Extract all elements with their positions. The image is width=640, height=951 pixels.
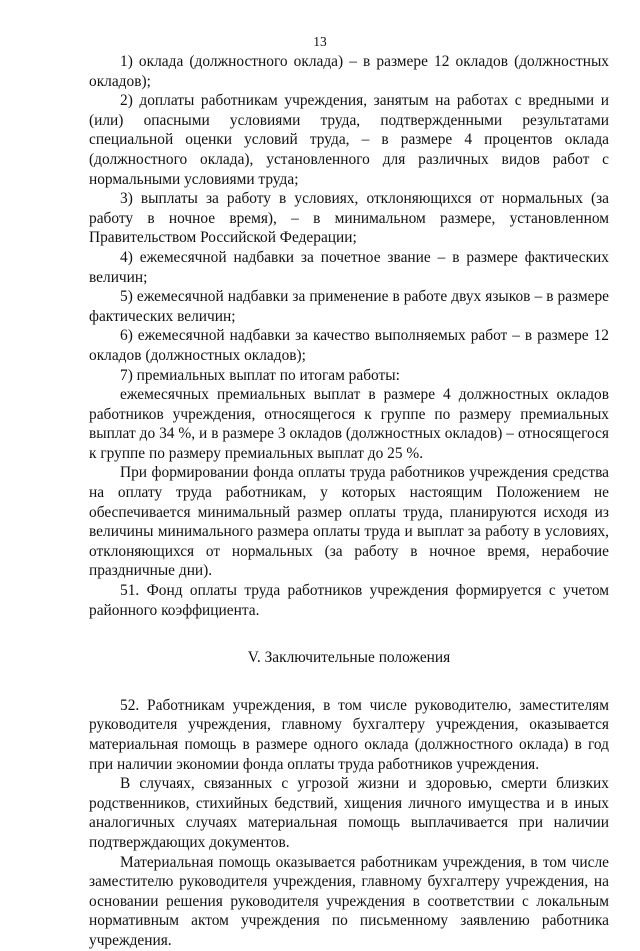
page-number: 13 [313,34,327,49]
section-heading: V. Заключительные положения [247,649,451,667]
list-item-2: 2) доплаты работникам учреждения, занятым на работах с вредными и (или) опасными условиями труда, подтвержденными результатами специальной оценки условий труда, – в размере 4 процентов оклада (должностного оклада), установленного для различных видов работ с нормальными условиями труда; [89,92,609,188]
list-item-5: 5) ежемесячной надбавки за применение в работе двух языков – в размере фактических величин; [89,288,609,325]
paragraph-wage-fund-formation: При формировании фонда оплаты труда работников учреждения средства на оплату труда работникам, у которых настоящим Положением не обеспечивается минимальный размер оплаты труда, планируются исходя из величины минимального размера оплаты труда и выплат за работу в условиях, отклоняющихся от нормальных (за работу в ночное время, нерабочие праздничные дни). [89,464,609,580]
document-body [89,52,609,951]
paragraph-material-help: Материальная помощь оказывается работникам учреждения, в том числе заместителю руководителя учреждения, главному бухгалтеру учреждения, на основании решения руководителя учреждения в соответствии с локальным нормативным актом учреждения по письменному заявлению работника учреждения. [89,853,609,949]
list-item-1: 1) оклада (должностного оклада) – в размере 12 окладов (должностных окладов); [89,53,609,90]
paragraph-emergency-cases: В случаях, связанных с угрозой жизни и здоровью, смерти близких родственников, стихийных бедствий, хищения личного имущества и в иных аналогичных случаях материальная помощь выплачивается при наличии подтверждающих документов. [89,775,609,851]
paragraph-52: 52. Работникам учреждения, в том числе руководителю, заместителям руководителя учреждения, главному бухгалтеру учреждения, оказывается материальная помощь в размере одного оклада (должностного оклада) в год при наличии экономии фонда оплаты труда работников учреждения. [89,696,609,773]
list-item-7: 7) премиальных выплат по итогам работы: [120,366,400,384]
list-item-4: 4) ежемесячной надбавки за почетное звание – в размере фактических величин; [89,248,609,286]
list-item-6: 6) ежемесячной надбавки за качество выполняемых работ – в размере 12 окладов (должностных окладов); [89,327,609,364]
paragraph-premium-details: ежемесячных премиальных выплат в размере 4 должностных окладов работников учреждения, относящегося к группе по размеру премиальных выплат до 34 %, и в размере 3 окладов (должностных окладов) – относящегося к группе по размеру премиальных выплат до 25 %. [89,386,609,462]
list-item-3: 3) выплаты за работу в условиях, отклоняющихся от нормальных (за работу в ночное время), – в минимальном размере, установленном Правительством Российской Федерации; [89,190,609,247]
paragraph-51: 51. Фонд оплаты труда работников учреждения формируется с учетом районного коэффициента. [89,582,609,619]
